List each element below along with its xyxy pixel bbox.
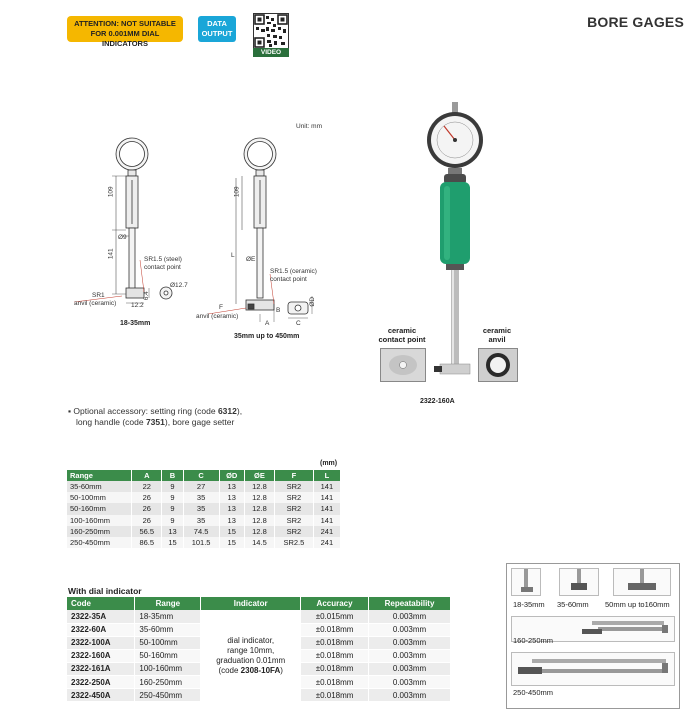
panel-label-50-160: 50mm up to160mm bbox=[605, 600, 670, 609]
photo-model-caption: 2322-160A bbox=[420, 398, 455, 405]
th-e: ØE bbox=[244, 470, 274, 481]
table-cell: 15 bbox=[219, 526, 244, 537]
table-cell: 12.8 bbox=[244, 481, 274, 492]
table-row bbox=[67, 515, 341, 526]
table-cell: 35 bbox=[183, 503, 219, 514]
table-cell: 0.003mm bbox=[369, 610, 451, 623]
table-cell: 13 bbox=[219, 503, 244, 514]
table-cell: 12.8 bbox=[244, 492, 274, 503]
panel-gage-50-160 bbox=[613, 568, 671, 596]
table-cell: 0.003mm bbox=[369, 662, 451, 675]
range-illustration-panel bbox=[506, 563, 680, 709]
table-cell: 141 bbox=[313, 515, 340, 526]
dial-indicator-table bbox=[67, 597, 451, 702]
table-cell: ±0.018mm bbox=[301, 636, 369, 649]
indicator-line-1: dial indicator, bbox=[227, 635, 275, 645]
sr1-label: SR1 bbox=[92, 292, 105, 299]
dim-C-label: C bbox=[296, 320, 301, 327]
table-cell: ±0.018mm bbox=[301, 662, 369, 675]
table-cell: 2322-60A bbox=[67, 623, 135, 636]
table-cell: SR2.5 bbox=[274, 537, 313, 548]
table-cell: 35 bbox=[183, 515, 219, 526]
table-cell: ±0.018mm bbox=[301, 623, 369, 636]
dim-64-label: 6.4 bbox=[142, 291, 150, 301]
attention-badge bbox=[67, 16, 183, 48]
table-cell: 26 bbox=[132, 515, 162, 526]
accessory-line2-prefix: long handle (code bbox=[76, 417, 146, 427]
table-cell: 9 bbox=[162, 481, 183, 492]
table-cell: 0.003mm bbox=[369, 689, 451, 702]
indicator-line-2: range 10mm, bbox=[227, 645, 275, 655]
table-cell: 9 bbox=[162, 492, 183, 503]
table-cell: 9 bbox=[162, 503, 183, 514]
table-cell: 13 bbox=[219, 515, 244, 526]
accessory-prefix: Optional accessory: setting ring (code bbox=[73, 406, 218, 416]
table-cell: 50-160mm bbox=[67, 503, 132, 514]
indicator-code-suffix: ) bbox=[280, 665, 283, 675]
table-cell: 2322-161A bbox=[67, 662, 135, 675]
table-cell: 14.5 bbox=[244, 537, 274, 548]
th-code: Code bbox=[67, 597, 135, 610]
table-cell: 2322-100A bbox=[67, 636, 135, 649]
table-cell: 101.5 bbox=[183, 537, 219, 548]
indicator-line-4 bbox=[205, 666, 296, 676]
indicator-line-3: graduation 0.01mm bbox=[216, 655, 286, 665]
panel-label-160-250: 160-250mm bbox=[513, 636, 554, 645]
accessory-code-1: 6312 bbox=[217, 406, 237, 416]
th-c: C bbox=[183, 470, 219, 481]
table-cell: 9 bbox=[162, 515, 183, 526]
table-cell: ±0.018mm bbox=[301, 689, 369, 702]
right-caption: 35mm up to 450mm bbox=[234, 333, 300, 340]
accessory-mid: ), bbox=[236, 406, 243, 416]
table-cell: 35-60mm bbox=[67, 481, 132, 492]
table-cell: 250-450mm bbox=[67, 537, 132, 548]
dim-A-label: A bbox=[265, 320, 270, 327]
table-row bbox=[67, 503, 341, 514]
table-row bbox=[67, 610, 451, 623]
attention-line-1: ATTENTION: NOT SUITABLE bbox=[74, 19, 176, 28]
left-caption: 18-35mm bbox=[120, 320, 151, 327]
dim-122-label: 12.2 bbox=[131, 302, 144, 309]
attention-line-2: FOR 0.001MM DIAL INDICATORS bbox=[90, 29, 160, 48]
page-title: BORE GAGES bbox=[587, 14, 684, 30]
dim-table-unit: (mm) bbox=[320, 460, 338, 467]
phiD-label: ØD bbox=[309, 296, 317, 307]
qr-code-icon[interactable] bbox=[253, 13, 289, 49]
table-cell: 2322-250A bbox=[67, 675, 135, 688]
dial-table-header bbox=[67, 597, 451, 610]
table-cell: 35 bbox=[183, 492, 219, 503]
panel-gage-18-35 bbox=[511, 568, 541, 596]
table-cell: SR2 bbox=[274, 515, 313, 526]
ceramic-contact-line-1: ceramic bbox=[387, 326, 417, 335]
panel-label-250-450: 250-450mm bbox=[513, 688, 554, 697]
table-row bbox=[67, 526, 341, 537]
indicator-code: 2308-10FA bbox=[240, 665, 281, 675]
ceramic-anvil-line-1: ceramic bbox=[482, 326, 512, 335]
table-cell: 0.003mm bbox=[369, 636, 451, 649]
table-cell: SR2 bbox=[274, 481, 313, 492]
data-output-line-2: OUTPUT bbox=[201, 29, 233, 38]
dim-109-left: 109 bbox=[107, 186, 115, 198]
table-cell: 0.003mm bbox=[369, 623, 451, 636]
indicator-description bbox=[201, 610, 301, 702]
accessory-line2-suffix: ), bore gage setter bbox=[164, 417, 235, 427]
th-d: ØD bbox=[219, 470, 244, 481]
th-f: F bbox=[274, 470, 313, 481]
table-cell: 18-35mm bbox=[135, 610, 201, 623]
table-cell: 100-160mm bbox=[135, 662, 201, 675]
table-cell: 141 bbox=[313, 481, 340, 492]
table-cell: 50-100mm bbox=[135, 636, 201, 649]
dial-table-title: With dial indicator bbox=[68, 586, 142, 596]
th-a: A bbox=[132, 470, 162, 481]
table-cell: 50-100mm bbox=[67, 492, 132, 503]
table-cell: 27 bbox=[183, 481, 219, 492]
table-cell: 241 bbox=[313, 537, 340, 548]
table-cell: 2322-35A bbox=[67, 610, 135, 623]
th-repeatability: Repeatability bbox=[369, 597, 451, 610]
table-cell: 26 bbox=[132, 503, 162, 514]
table-cell: 2322-450A bbox=[67, 689, 135, 702]
data-output-line-1: DATA bbox=[207, 19, 227, 28]
phiE-label: ØE bbox=[246, 256, 256, 263]
table-cell: 160-250mm bbox=[67, 526, 132, 537]
table-cell: 56.5 bbox=[132, 526, 162, 537]
panel-gage-35-60 bbox=[559, 568, 599, 596]
dim-141-left: 141 bbox=[107, 248, 115, 260]
table-cell: SR2 bbox=[274, 526, 313, 537]
table-cell: ±0.018mm bbox=[301, 649, 369, 662]
table-cell: 15 bbox=[219, 537, 244, 548]
bullet-icon: ▪ bbox=[68, 406, 74, 416]
table-cell: 241 bbox=[313, 526, 340, 537]
phi127-label: Ø12.7 bbox=[170, 282, 188, 289]
th-l: L bbox=[313, 470, 340, 481]
table-cell: ±0.015mm bbox=[301, 610, 369, 623]
ceramic-contact-line-2: contact point bbox=[378, 335, 426, 344]
th-accuracy: Accuracy bbox=[301, 597, 369, 610]
dim-L-label: L bbox=[231, 252, 235, 259]
table-row bbox=[67, 481, 341, 492]
dim-F-label: F bbox=[219, 304, 223, 311]
phi9-label: Ø9 bbox=[118, 234, 127, 241]
table-cell: 2322-160A bbox=[67, 649, 135, 662]
table-cell: 13 bbox=[219, 492, 244, 503]
video-label[interactable]: VIDEO bbox=[253, 48, 289, 57]
accessory-note bbox=[68, 406, 308, 428]
dimension-table-header bbox=[67, 470, 341, 481]
table-cell: 12.8 bbox=[244, 526, 274, 537]
ceramic-anvil-label bbox=[472, 326, 522, 344]
anvil-closeup bbox=[478, 348, 518, 382]
unit-label: Unit: mm bbox=[296, 123, 322, 130]
contact-point-closeup bbox=[380, 348, 426, 382]
th-indicator: Indicator bbox=[201, 597, 301, 610]
table-cell: 13 bbox=[219, 481, 244, 492]
left-gage-drawing bbox=[74, 138, 172, 303]
panel-label-18-35: 18-35mm bbox=[513, 600, 545, 609]
table-cell: 0.003mm bbox=[369, 675, 451, 688]
table-cell: ±0.018mm bbox=[301, 675, 369, 688]
table-cell: 12.8 bbox=[244, 515, 274, 526]
anvil-ceramic-left-label: anvil (ceramic) bbox=[74, 300, 117, 307]
data-output-badge[interactable] bbox=[198, 16, 236, 42]
contact-point-label-right: contact point bbox=[270, 276, 307, 283]
right-gage-drawing bbox=[208, 138, 312, 322]
ceramic-anvil-line-2: anvil bbox=[488, 335, 506, 344]
table-cell: 35-60mm bbox=[135, 623, 201, 636]
table-cell: 26 bbox=[132, 492, 162, 503]
table-row bbox=[67, 492, 341, 503]
table-row bbox=[67, 537, 341, 548]
panel-label-35-60: 35-60mm bbox=[557, 600, 589, 609]
table-cell: 74.5 bbox=[183, 526, 219, 537]
table-cell: 86.5 bbox=[132, 537, 162, 548]
th-b: B bbox=[162, 470, 183, 481]
accessory-code-2: 7351 bbox=[145, 417, 165, 427]
table-cell: 50-160mm bbox=[135, 649, 201, 662]
dim-B-label: B bbox=[276, 307, 281, 314]
sr15-ceramic-label: SR1.5 (ceramic) bbox=[270, 268, 317, 275]
anvil-ceramic-right-label: anvil (ceramic) bbox=[196, 313, 239, 320]
sr15-steel-label: SR1.5 (steel) bbox=[144, 256, 182, 263]
table-cell: 160-250mm bbox=[135, 675, 201, 688]
th-dial-range: Range bbox=[135, 597, 201, 610]
indicator-code-prefix: (code bbox=[218, 665, 241, 675]
ceramic-contact-point-label bbox=[372, 326, 432, 344]
panel-gage-250-450 bbox=[511, 652, 675, 686]
table-cell: SR2 bbox=[274, 503, 313, 514]
table-cell: 250-450mm bbox=[135, 689, 201, 702]
table-cell: 100-160mm bbox=[67, 515, 132, 526]
table-cell: 22 bbox=[132, 481, 162, 492]
table-cell: 13 bbox=[162, 526, 183, 537]
table-cell: 141 bbox=[313, 503, 340, 514]
dimension-table bbox=[67, 470, 341, 548]
table-cell: 15 bbox=[162, 537, 183, 548]
contact-point-label-left: contact point bbox=[144, 264, 181, 271]
table-cell: 141 bbox=[313, 492, 340, 503]
dim-109-right: 109 bbox=[233, 186, 241, 198]
th-range: Range bbox=[67, 470, 132, 481]
table-cell: 12.8 bbox=[244, 503, 274, 514]
table-cell: 0.003mm bbox=[369, 649, 451, 662]
table-cell: SR2 bbox=[274, 492, 313, 503]
